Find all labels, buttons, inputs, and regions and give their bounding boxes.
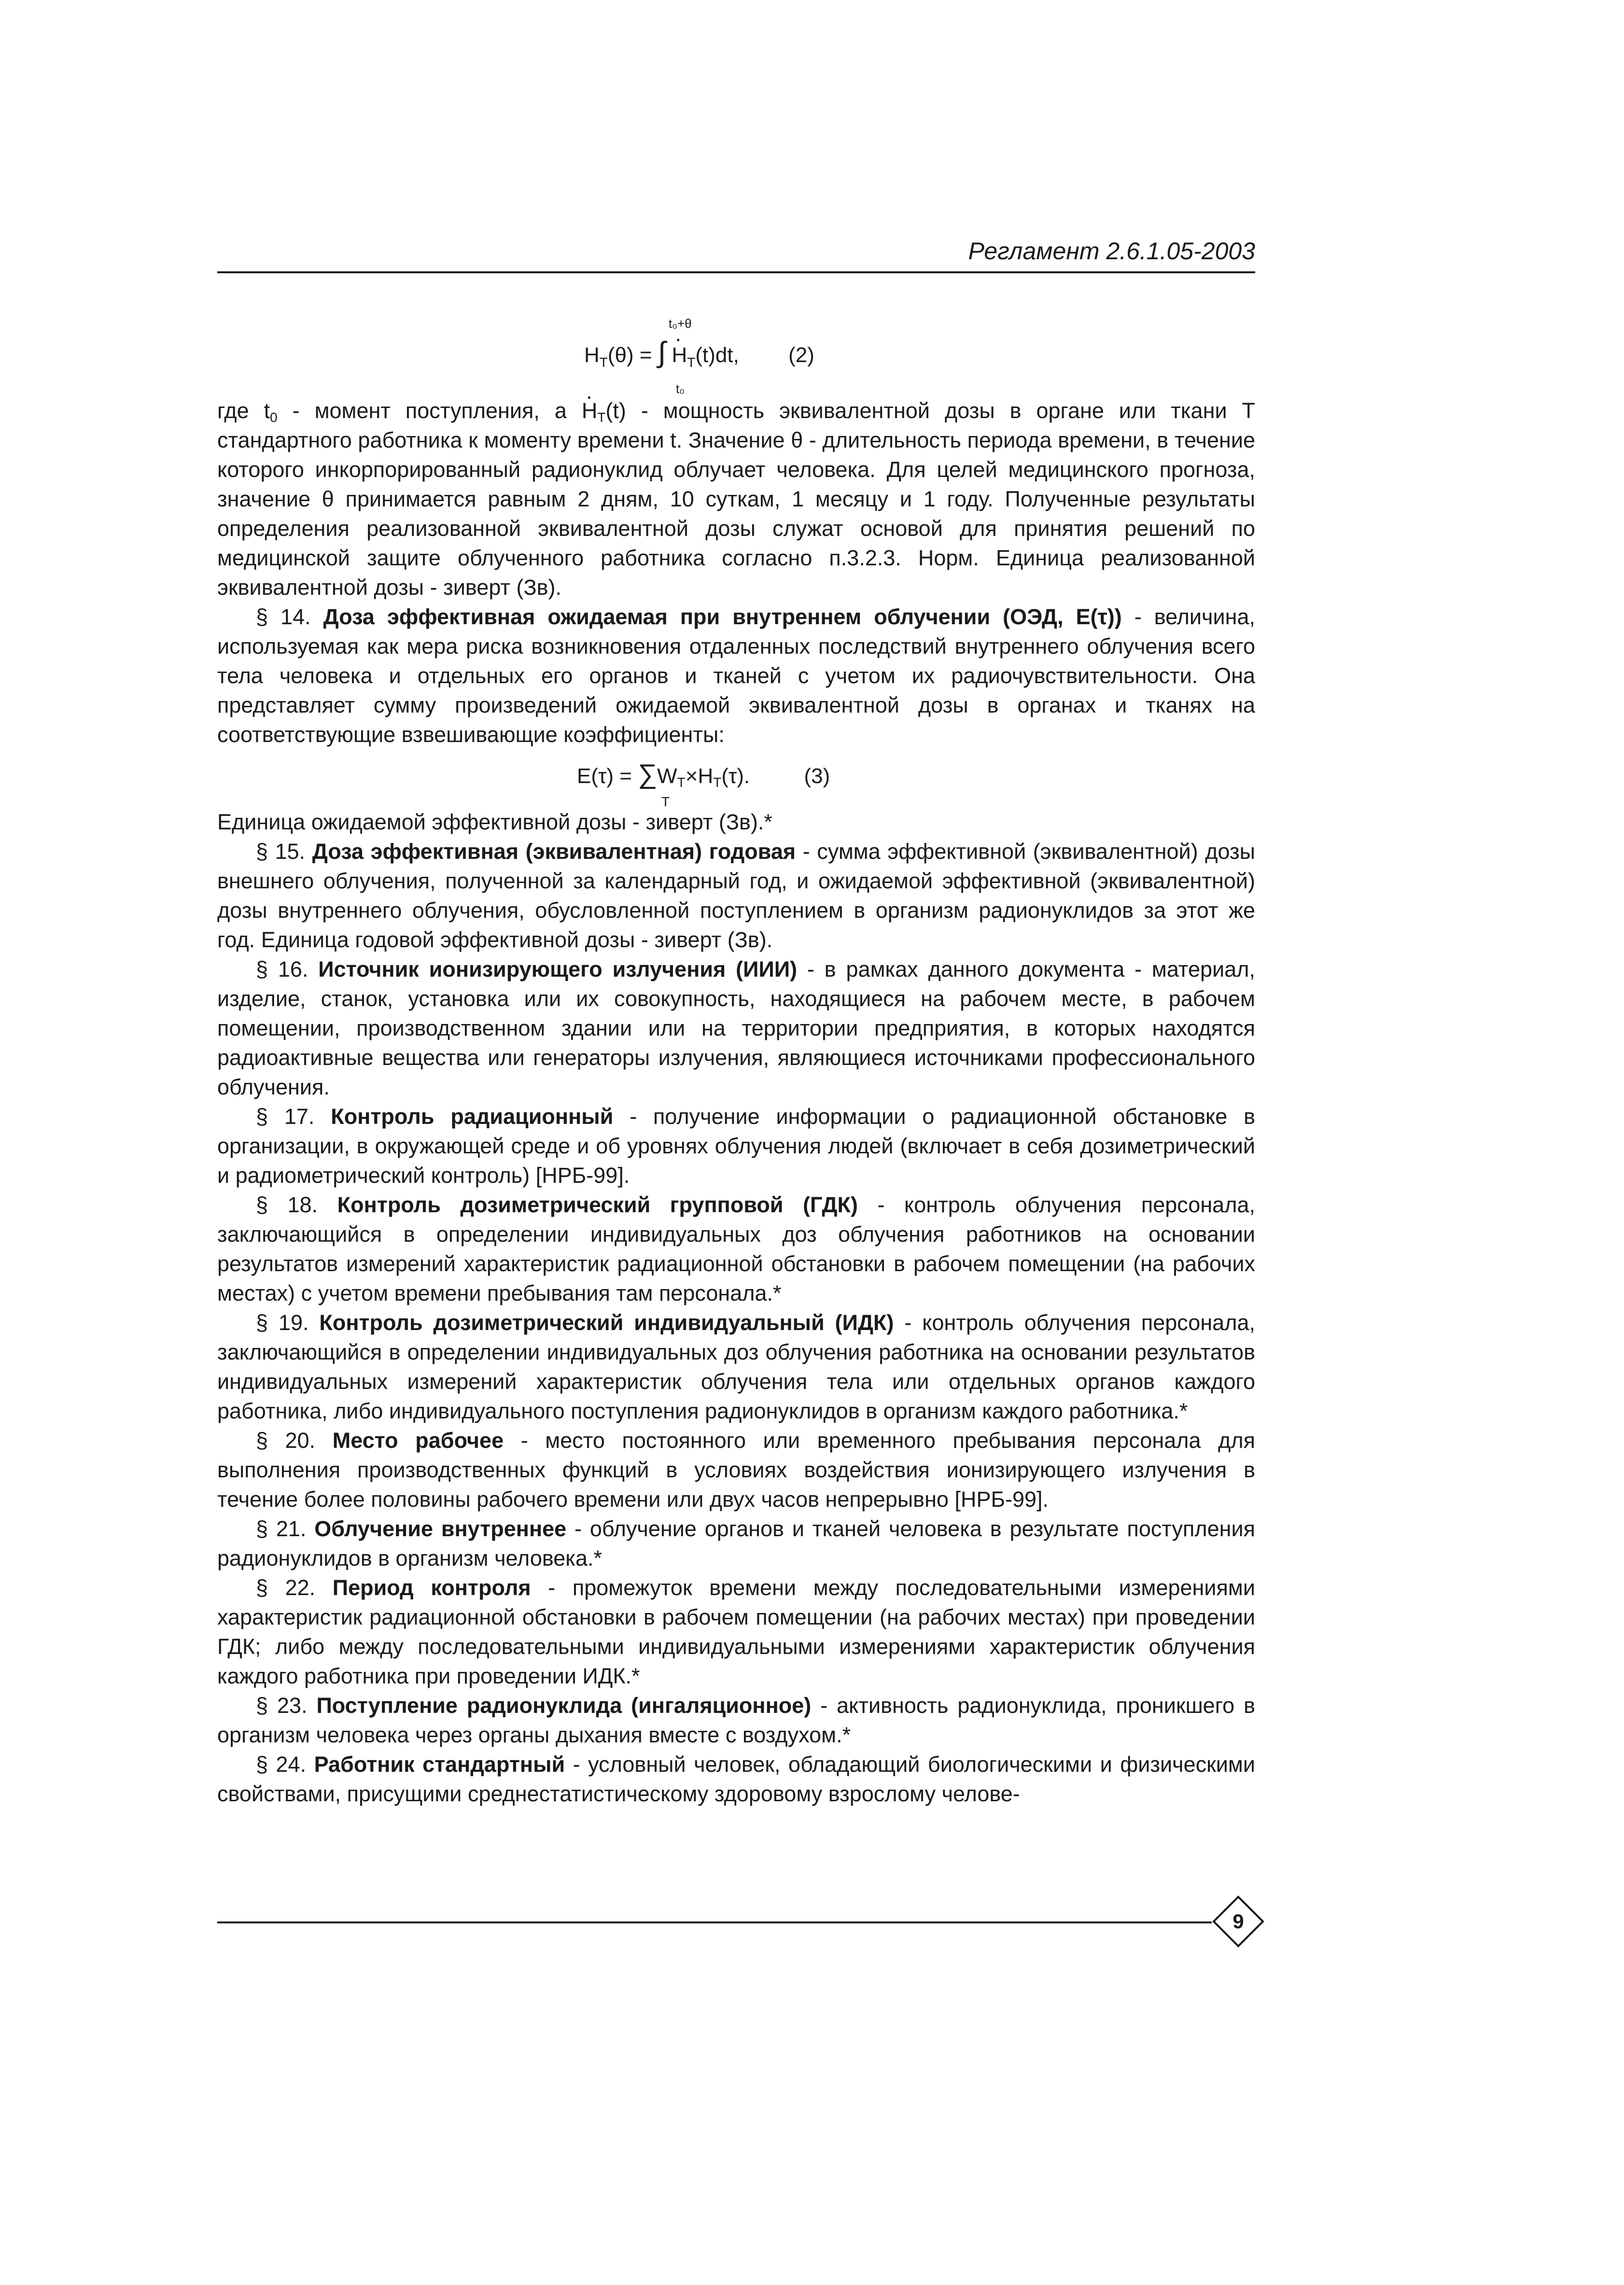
integral-upper-limit: t₀+θ: [669, 316, 692, 331]
paragraph-22: § 22. Период контроля - промежуток времени между последовательными измерениями характеристик радиационной обстановки в рабочем помещении (на рабочих местах) при проведении ГДК; либо между последовательными индивидуальными измерениями характеристик облучения каждого работника при проведении ИДК.*: [217, 1575, 1255, 1688]
term-22: Период контроля: [332, 1575, 531, 1600]
running-header: Регламент 2.6.1.05-2003: [968, 238, 1255, 265]
formula-2-lhs-sub: T: [599, 355, 608, 370]
formula-3-w: W: [657, 764, 677, 788]
formula-2-number: (2): [788, 343, 814, 367]
paragraph-t0: где $t_0$ - момент поступления, $а \cdot H_T(t)$ - мощность эквивалентной дозы в органе или ткани T стандартного работника к моменту времени t. Значение θ - длительность периода времени, в течение которого инкорпорированный радионуклид облучает человека. Для целей медицинского прогноза, значение θ принимается равным 2 дням, 10 суткам, 1 месяцу и 1 году. Полученные результаты определения реализованной эквивалентной дозы служат основой для принятия решений по медицинской защите облученного работника согласно п.3.2.3. Норм. Единица реализованной эквивалентной дозы - зиверт (Зв).: [217, 396, 1255, 602]
formula-3: $E(\tau) = \sum W_T\times H_T(\tau)$. (3) T: [217, 749, 1255, 807]
integrand-arg: (t)dt,: [695, 343, 739, 367]
header-rule: [217, 271, 1255, 273]
document-body: [217, 396, 1255, 1808]
paragraph-19: § 19. Контроль дозиметрический индивидуальный (ИДК) - контроль облучения персонала, заключающийся в определении индивидуальных доз облучения работника на основании результатов индивидуальных измерений характеристик облучения тела или отдельных органов каждого работника, либо индивидуального поступления радионуклидов в организм каждого работника.*: [217, 1310, 1255, 1423]
sum-sub: T: [661, 794, 670, 809]
paragraph-24: § 24. Работник стандартный - условный человек, обладающий биологическими и физическими свойствами, присущими среднестатистическому здоровому взрослому челове-: [217, 1752, 1256, 1806]
integrand-dotted: · H: [672, 343, 687, 367]
paragraph-21: § 21. Облучение внутреннее - облучение органов и тканей человека в результате поступления радионуклидов в организм человека.*: [217, 1516, 1255, 1570]
term-18: Контроль дозиметрический групповой (ГДК): [337, 1192, 858, 1217]
paragraph-15: § 15. Доза эффективная (эквивалентная) годовая - сумма эффективной (эквивалентной) дозы внешнего облучения, полученной за календарный год, и ожидаемой эффективной (эквивалентной) дозы внутреннего облучения, обусловленной поступлением в организм радионуклидов за этот же год. Единица годовой эффективной дозы - зиверт (Зв).: [217, 839, 1255, 952]
formula-3-lhs: E(τ) =: [577, 764, 632, 788]
term-20: Место рабочее: [332, 1428, 504, 1453]
formula-2: [584, 316, 883, 408]
term-21: Облучение внутреннее: [314, 1516, 567, 1541]
formula-2-lhs: H: [584, 343, 600, 367]
integrand-sub: T: [687, 355, 696, 370]
formula-3-times-h: ×H: [685, 764, 714, 788]
term-19: Контроль дозиметрический индивидуальный (ИДК): [319, 1310, 894, 1335]
sum-sign: ∑: [638, 758, 658, 789]
term-15: Доза эффективная (эквивалентная) годовая: [312, 839, 796, 864]
term-23: Поступление радионуклида (ингаляционное): [316, 1693, 812, 1718]
term-14: Доза эффективная ожидаемая при внутреннем облучении (ОЭД, E(τ)): [323, 604, 1122, 629]
integral-lower-limit: t₀: [676, 381, 685, 396]
paragraph-18: § 18. Контроль дозиметрический групповой (ГДК) - контроль облучения персонала, заключающийся в определении индивидуальных доз облучения работников на основании результатов измерений характеристик радиационной обстановки в рабочем помещении (на рабочих местах) с учетом времени пребывания там персонала.*: [217, 1192, 1255, 1305]
dose-rate-symbol: · H: [582, 396, 598, 425]
paragraph-14: § 14. Доза эффективная ожидаемая при внутреннем облучении (ОЭД, E(τ)) - величина, используемая как мера риска возникновения отдаленных последствий внутреннего облучения всего тела человека и отдельных его органов и тканей с учетом их радиочувствительности. Она представляет сумму произведений ожидаемой эквивалентной дозы в органах и тканях на соответствующие взвешивающие коэффициенты:: [217, 604, 1256, 747]
page-number: 9: [1232, 1910, 1244, 1933]
term-24: Работник стандартный: [314, 1752, 565, 1777]
paragraph-17: § 17. Контроль радиационный - получение информации о радиационной обстановке в организации, в окружающей среде и об уровнях облучения людей (включает в себя дозиметрический и радиометрический контроль) [НРБ-99].: [217, 1104, 1255, 1188]
paragraph-16: § 16. Источник ионизирующего излучения (ИИИ) - в рамках данного документа - материал, изделие, станок, установка или их совокупность, находящиеся на рабочем месте, в рабочем помещении, производственном здании или на территории предприятия, в которых находятся радиоактивные вещества или генераторы излучения, являющиеся источниками профессионального облучения.: [217, 957, 1255, 1099]
term-16: Источник ионизирующего излучения (ИИИ): [318, 957, 798, 981]
term-17: Контроль радиационный: [331, 1104, 614, 1129]
footer-rule: [217, 1921, 1212, 1923]
paragraph-14-unit: Единица ожидаемой эффективной дозы - зиверт (Зв).*: [217, 810, 772, 834]
formula-3-number: (3): [804, 764, 830, 788]
formula-2-lhs-arg: (θ) =: [607, 343, 652, 367]
paragraph-20: § 20. Место рабочее - место постоянного или временного пребывания персонала для выполнения производственных функций в условиях воздействия ионизирующего излучения в течение более половины рабочего времени или двух часов непрерывно [НРБ-99].: [217, 1428, 1255, 1512]
paragraph-23: § 23. Поступление радионуклида (ингаляционное) - активность радионуклида, проникшего в организм человека через органы дыхания вместе с воздухом.*: [217, 1693, 1255, 1747]
formula-3-h-arg: (τ).: [721, 764, 750, 788]
integral-sign: ∫: [658, 336, 666, 368]
